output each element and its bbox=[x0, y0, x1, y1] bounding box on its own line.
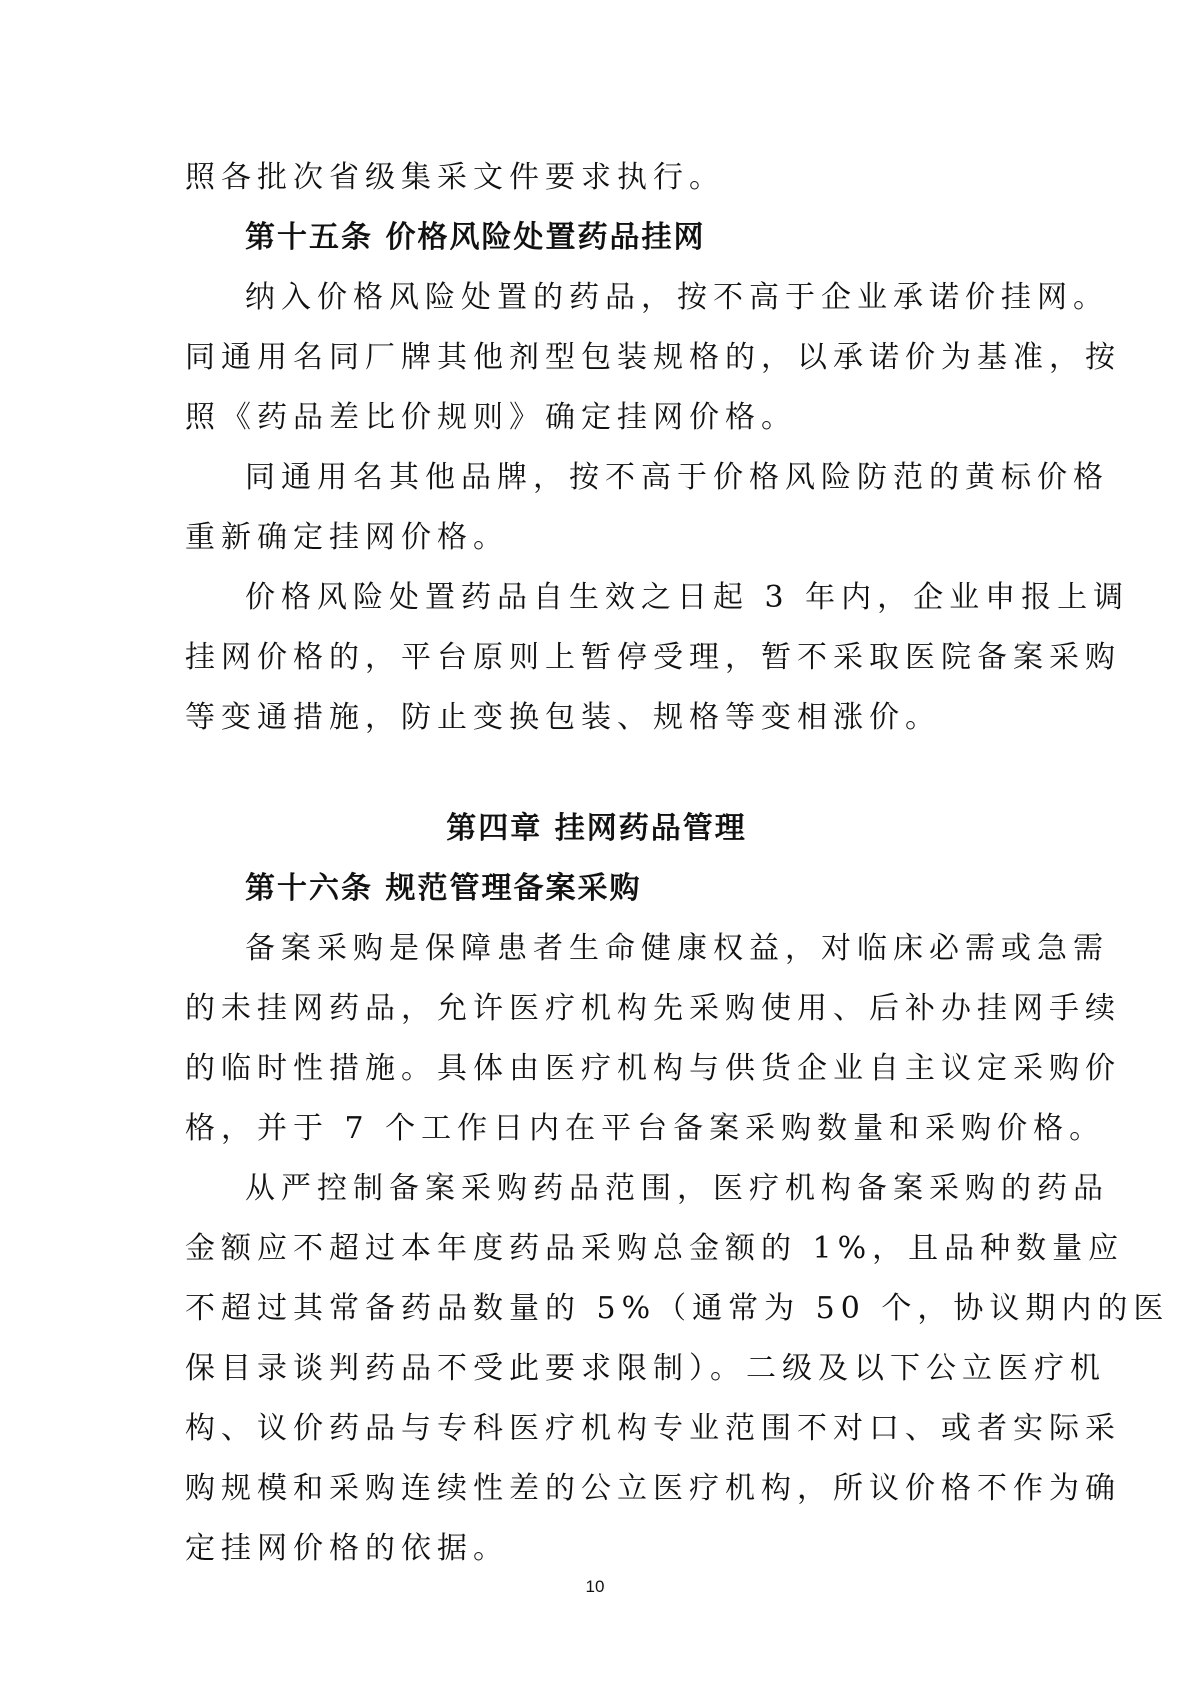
paragraph-line: 的临时性措施。具体由医疗机构与供货企业自主议定采购价 bbox=[185, 1051, 1121, 1086]
paragraph-line: 不超过其常备药品数量的 5%（通常为 50 个，协议期内的医 bbox=[185, 1291, 1170, 1326]
section-spacer bbox=[185, 748, 1008, 799]
page-number: 10 bbox=[585, 1577, 605, 1596]
paragraph-line: 从严控制备案采购药品范围，医疗机构备案采购的药品 bbox=[245, 1171, 1109, 1206]
paragraph-line: 金额应不超过本年度药品采购总金额的 1%，且品种数量应 bbox=[185, 1231, 1125, 1266]
paragraph-line: 等变通措施，防止变换包装、规格等变相涨价。 bbox=[185, 700, 941, 735]
paragraph-line: 的未挂网药品，允许医疗机构先采购使用、后补办挂网手续 bbox=[185, 991, 1121, 1026]
document-body bbox=[185, 148, 1170, 1579]
paragraph-line: 备案采购是保障患者生命健康权益，对临床必需或急需 bbox=[245, 931, 1109, 966]
chapter-heading: 第四章 挂网药品管理 bbox=[446, 811, 747, 846]
paragraph-line: 照《药品差比价规则》确定挂网价格。 bbox=[185, 400, 797, 435]
paragraph-line: 价格风险处置药品自生效之日起 3 年内，企业申报上调 bbox=[245, 580, 1130, 615]
paragraph-line: 挂网价格的，平台原则上暂停受理，暂不采取医院备案采购 bbox=[185, 640, 1121, 675]
paragraph-line: 定挂网价格的依据。 bbox=[185, 1531, 509, 1566]
paragraph-line: 格，并于 7 个工作日内在平台备案采购数量和采购价格。 bbox=[185, 1111, 1106, 1146]
paragraph-line: 重新确定挂网价格。 bbox=[185, 520, 509, 555]
article-heading-15: 第十五条 价格风险处置药品挂网 bbox=[245, 220, 706, 255]
paragraph-line: 购规模和采购连续性差的公立医疗机构，所议价格不作为确 bbox=[185, 1471, 1121, 1506]
article-heading-16: 第十六条 规范管理备案采购 bbox=[245, 871, 642, 906]
paragraph-line: 同通用名同厂牌其他剂型包装规格的，以承诺价为基准，按 bbox=[185, 340, 1121, 375]
paragraph-line: 构、议价药品与专科医疗机构专业范围不对口、或者实际采 bbox=[185, 1411, 1121, 1446]
paragraph-line: 照各批次省级集采文件要求执行。 bbox=[185, 160, 725, 195]
paragraph-line: 保目录谈判药品不受此要求限制）。二级及以下公立医疗机 bbox=[185, 1351, 1106, 1386]
paragraph-line: 同通用名其他品牌，按不高于价格风险防范的黄标价格 bbox=[245, 460, 1109, 495]
paragraph-line: 纳入价格风险处置的药品，按不高于企业承诺价挂网。 bbox=[245, 280, 1109, 315]
